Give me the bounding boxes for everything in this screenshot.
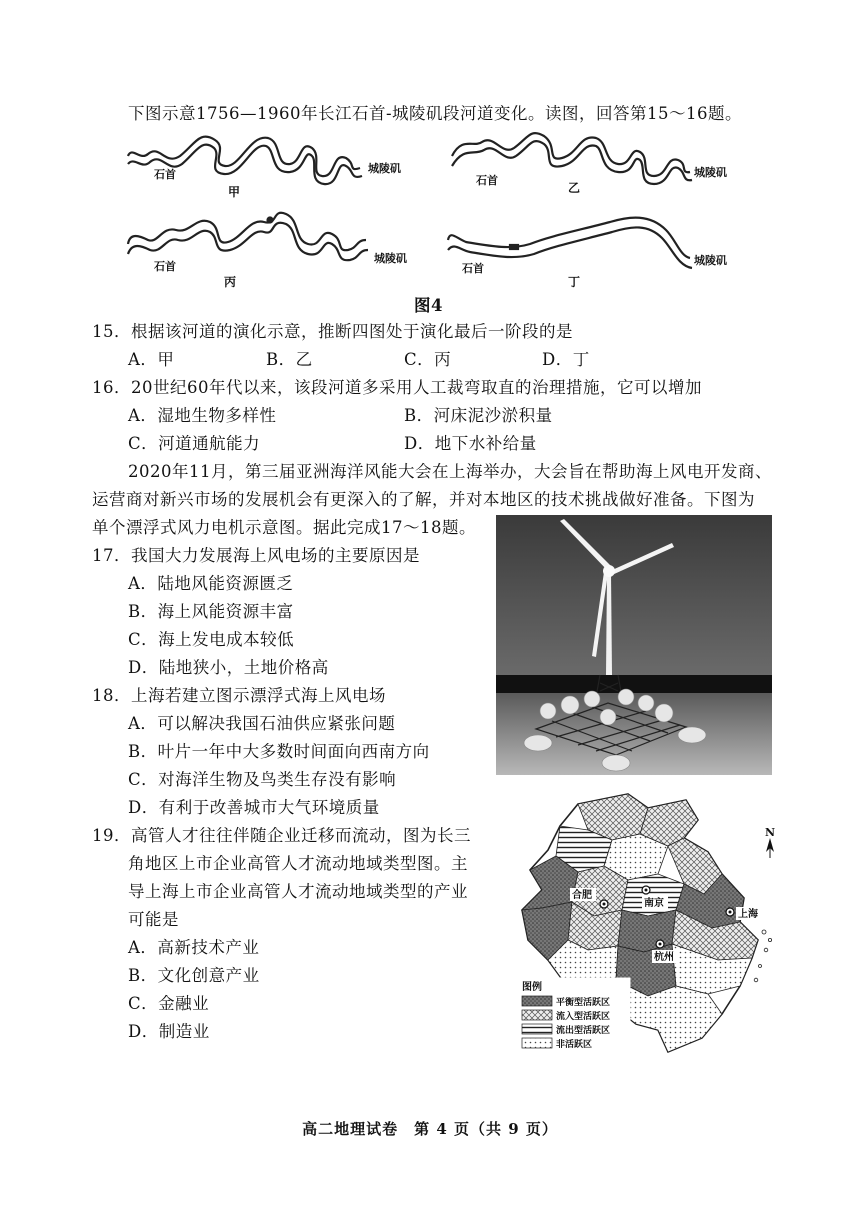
question-16-option-b: B．河床泥沙淤积量 xyxy=(404,406,553,425)
question-15-option-c: C．丙 xyxy=(404,350,452,369)
river-end-label-ding: 城陵矶 xyxy=(694,254,727,267)
city-label-hangzhou: 杭州 xyxy=(654,952,674,963)
question-17-option-c: C．海上发电成本较低 xyxy=(128,630,295,649)
panel-label-bing: 丙 xyxy=(224,275,237,289)
intro-17-18-line-1: 2020年11月，第三届亚洲海洋风能大会在上海举办，大会旨在帮助海上风电开发商、 xyxy=(128,462,772,481)
question-16-option-c: C．河道通航能力 xyxy=(128,434,261,453)
question-17-option-a: A．陆地风能资源匮乏 xyxy=(128,574,294,593)
svg-text:流出型活跃区: 流出型活跃区 xyxy=(556,1026,611,1036)
question-15-option-b: B．乙 xyxy=(266,350,313,369)
question-17-option-d: D．陆地狭小，土地价格高 xyxy=(128,658,329,677)
question-16-option-a: A．湿地生物多样性 xyxy=(128,406,277,425)
question-19-stem-line-2: 角地区上市企业高管人才流动地域类型图。主 xyxy=(128,854,468,873)
floating-wind-turbine-image xyxy=(496,515,772,775)
svg-text:图例: 图例 xyxy=(522,982,542,993)
question-16-option-d: D．地下水补给量 xyxy=(404,434,537,453)
river-start-label-bing: 石首 xyxy=(154,260,176,273)
river-channel-figure xyxy=(110,126,750,296)
question-19-stem-line-1: 19．高管人才往往伴随企业迁移而流动，图为长三 xyxy=(92,826,471,845)
intro-17-18-line-2: 运营商对新兴市场的发展机会有更深入的了解，并对本地区的技术挑战做好准备。下图为 xyxy=(92,490,755,509)
question-17-option-b: B．海上风能资源丰富 xyxy=(128,602,294,621)
question-17-stem: 17．我国大力发展海上风电场的主要原因是 xyxy=(92,546,420,565)
yangtze-delta-talent-map xyxy=(508,790,788,1064)
question-19-stem-line-3: 导上海上市企业高管人才流动地域类型的产业 xyxy=(128,882,468,901)
question-18-option-a: A．可以解决我国石油供应紧张问题 xyxy=(128,714,396,733)
intro-15-16: 下图示意1756—1960年长江石首-城陵矶段河道变化。读图，回答第15～16题。 xyxy=(128,104,743,123)
figure-caption: 图4 xyxy=(414,296,443,315)
river-start-label-yi: 石首 xyxy=(476,174,498,187)
river-start-label-ding: 石首 xyxy=(462,262,484,275)
north-label: N xyxy=(765,826,776,839)
page-footer: 高二地理试卷 第 4 页（共 9 页） xyxy=(302,1120,558,1138)
question-18-option-c: C．对海洋生物及鸟类生存没有影响 xyxy=(128,770,397,789)
panel-label-ding: 丁 xyxy=(568,275,581,289)
river-map-ding xyxy=(448,218,692,268)
question-18-stem: 18．上海若建立图示漂浮式海上风电场 xyxy=(92,686,386,705)
question-15-stem: 15．根据该河道的演化示意，推断四图处于演化最后一阶段的是 xyxy=(92,322,573,341)
question-18-option-d: D．有利于改善城市大气环境质量 xyxy=(128,798,380,817)
river-start-label-jia: 石首 xyxy=(154,168,176,181)
question-19-option-a: A．高新技术产业 xyxy=(128,938,260,957)
question-15-option-a: A．甲 xyxy=(128,350,175,369)
north-arrow-icon xyxy=(766,838,774,858)
question-19-option-c: C．金融业 xyxy=(128,994,210,1013)
city-label-shanghai: 上海 xyxy=(738,909,758,920)
question-16-stem: 16．20世纪60年代以来，该段河道多采用人工裁弯取直的治理措施，它可以增加 xyxy=(92,378,702,397)
svg-text:非活跃区: 非活跃区 xyxy=(556,1040,593,1050)
river-end-label-jia: 城陵矶 xyxy=(368,162,401,175)
question-19-stem-line-4: 可能是 xyxy=(128,910,179,929)
question-18-option-b: B．叶片一年中大多数时间面向西南方向 xyxy=(128,742,430,761)
question-19-option-d: D．制造业 xyxy=(128,1022,210,1041)
svg-text:平衡型活跃区: 平衡型活跃区 xyxy=(556,998,611,1008)
river-end-label-yi: 城陵矶 xyxy=(694,166,727,179)
map-legend xyxy=(518,978,630,1058)
river-end-label-bing: 城陵矶 xyxy=(374,252,407,265)
panel-label-yi: 乙 xyxy=(568,181,581,195)
svg-text:流入型活跃区: 流入型活跃区 xyxy=(556,1012,611,1022)
river-map-bing xyxy=(128,213,368,260)
panel-label-jia: 甲 xyxy=(228,185,241,199)
question-19-option-b: B．文化创意产业 xyxy=(128,966,260,985)
city-label-hefei: 合肥 xyxy=(572,890,592,901)
question-15-option-d: D．丁 xyxy=(542,350,590,369)
city-label-nanjing: 南京 xyxy=(644,898,664,909)
intro-17-18-line-3: 单个漂浮式风力电机示意图。据此完成17～18题。 xyxy=(92,518,476,537)
